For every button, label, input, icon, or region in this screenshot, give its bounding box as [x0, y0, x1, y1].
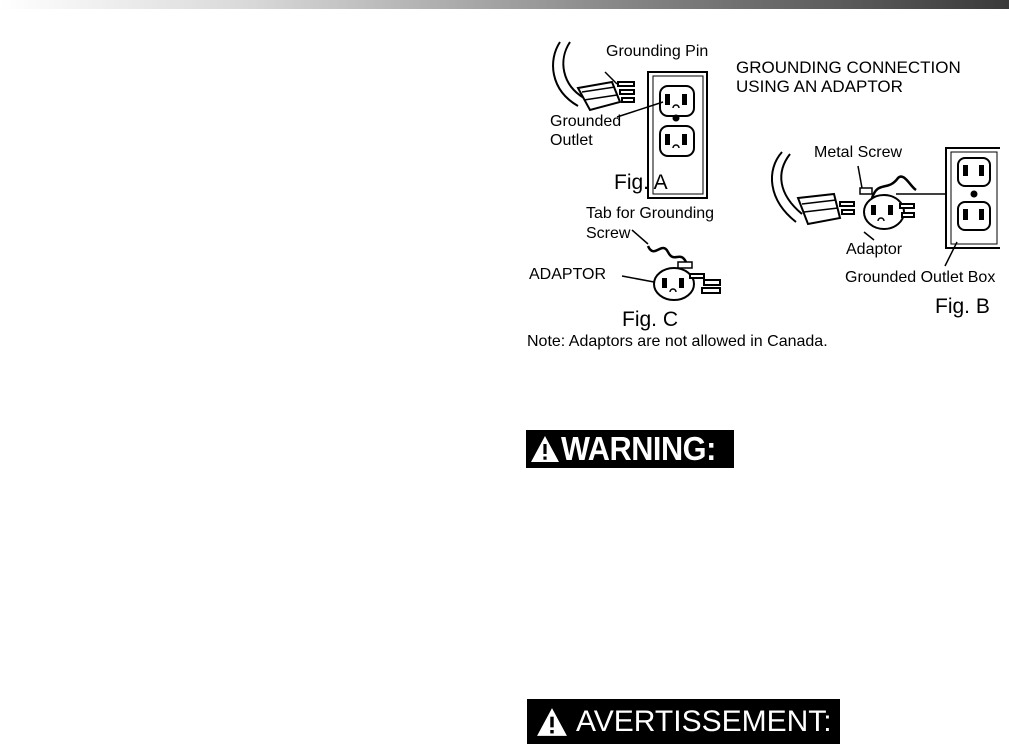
- fig-c-caption: Fig. C: [622, 308, 679, 331]
- header-bar: [0, 0, 1009, 9]
- fig-a-caption: Fig. A: [614, 171, 668, 194]
- warning-label: WARNING:: [561, 430, 716, 467]
- label-tab-for-grounding-screw: Tab for Grounding Screw: [586, 205, 715, 242]
- avertissement-banner: [527, 699, 840, 744]
- warning-banner: [526, 430, 734, 468]
- avertissement-label: AVERTISSEMENT:: [576, 704, 832, 738]
- label-metal-screw: Metal Screw: [814, 144, 903, 161]
- warning-triangle-icon: [530, 434, 560, 464]
- label-grounded-outlet-box: Grounded Outlet Box: [845, 269, 996, 286]
- label-grounding-pin: Grounding Pin: [606, 43, 709, 60]
- label-adaptor-fig-c: ADAPTOR: [529, 266, 607, 283]
- fig-b-caption: Fig. B: [935, 295, 990, 318]
- label-grounded-outlet: Grounded Outlet: [550, 113, 622, 149]
- grounding-diagram: [520, 30, 1000, 352]
- warning-triangle-icon: [536, 706, 568, 738]
- diagram-heading: GROUNDING CONNECTION USING AN ADAPTOR: [736, 58, 961, 96]
- label-adaptor-fig-b: Adaptor: [846, 241, 903, 258]
- canada-note: Note: Adaptors are not allowed in Canada.: [527, 333, 828, 350]
